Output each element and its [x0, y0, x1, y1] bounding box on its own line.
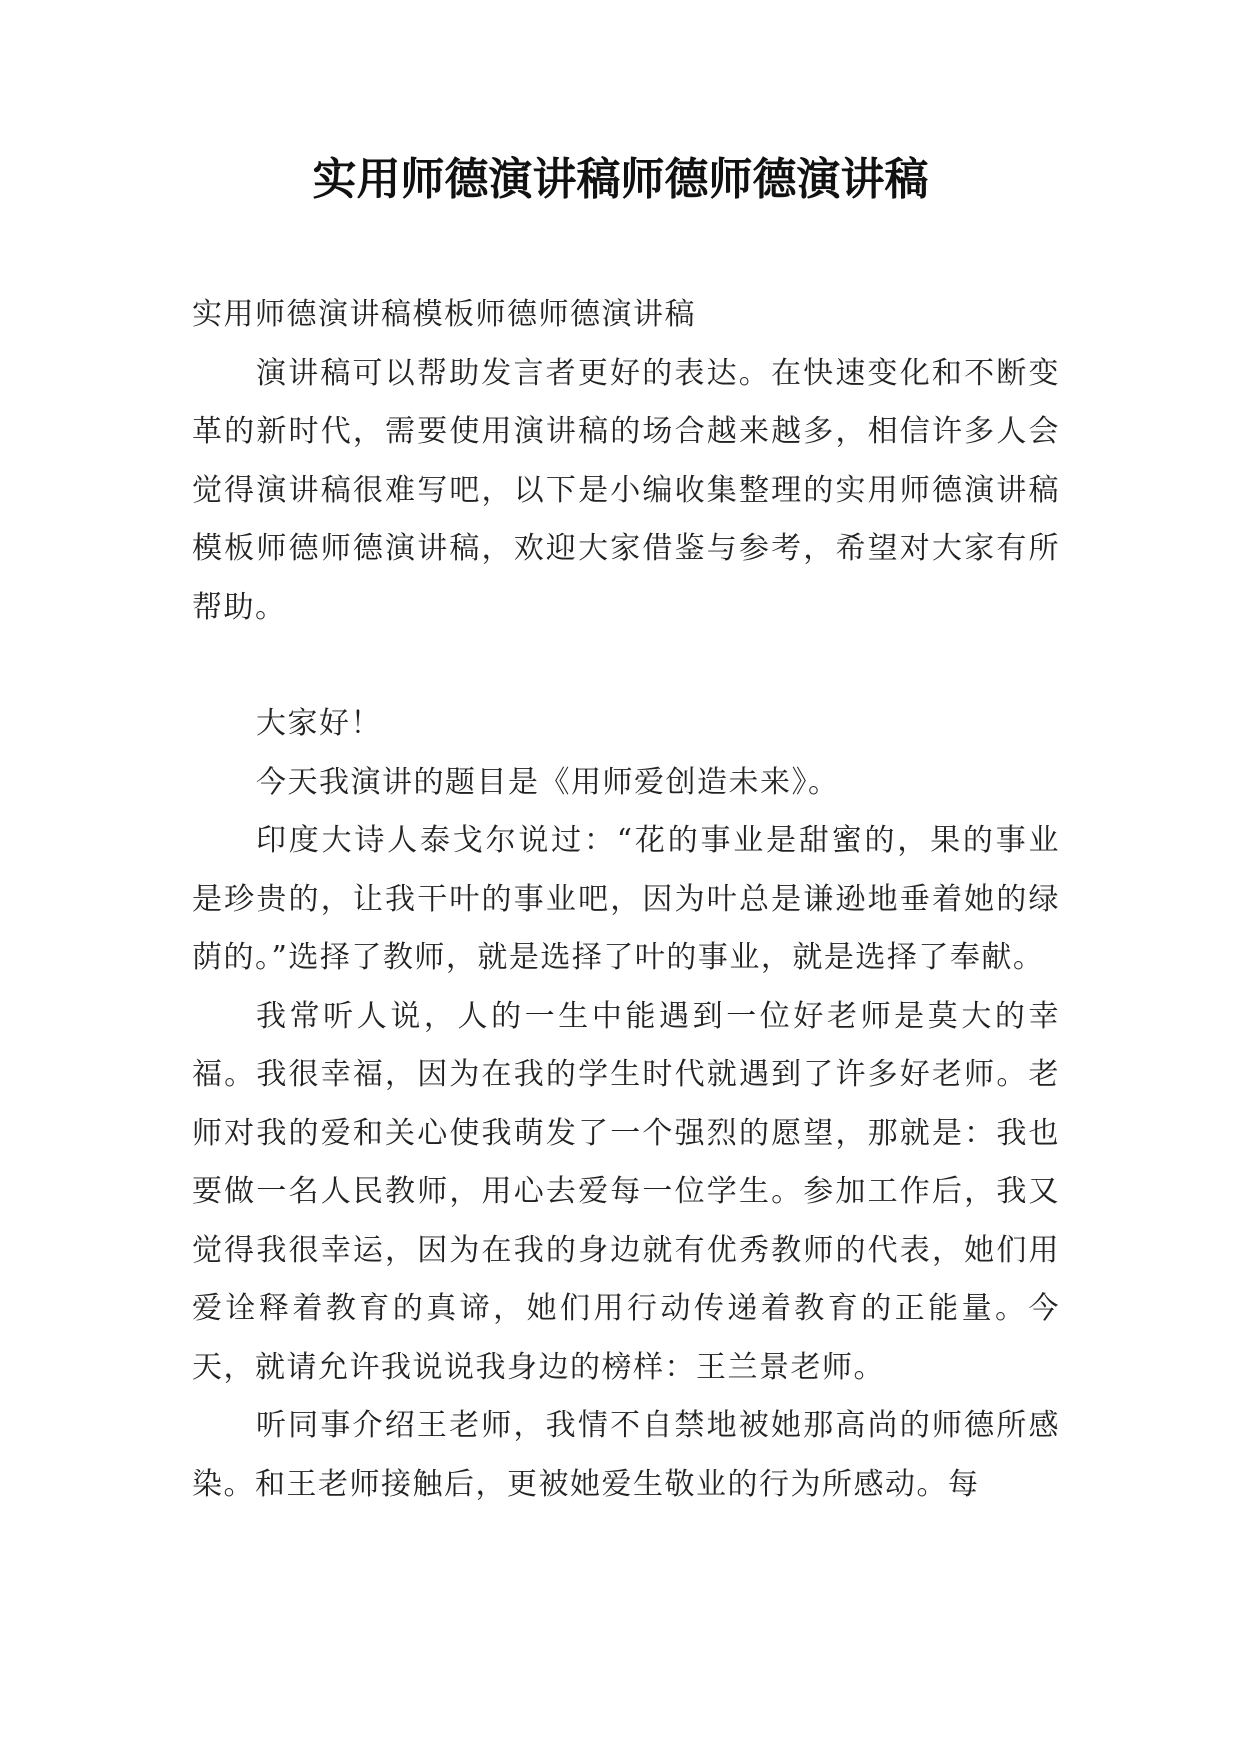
- document-body: [192, 286, 1060, 1514]
- quote-paragraph: 印度大诗人泰戈尔说过：“花的事业是甜蜜的，果的事业是珍贵的，让我干叶的事业吧，因为叶总是谦逊地垂着她的绿荫的。”选择了教师，就是选择了叶的事业，就是选择了奉献。: [192, 823, 1060, 975]
- greeting-paragraph: 大家好！: [256, 706, 382, 741]
- paragraph-spacer: [192, 637, 1060, 695]
- subtitle-line: 实用师德演讲稿模板师德师德演讲稿: [192, 297, 696, 332]
- topic-paragraph: 今天我演讲的题目是《用师爱创造未来》。: [256, 764, 840, 800]
- closing-paragraph: 听同事介绍王老师，我情不自禁地被她那高尚的师德所感染。和王老师接触后，更被她爱生敬业的行为所感动。每: [192, 1408, 1060, 1502]
- intro-paragraph: 演讲稿可以帮助发言者更好的表达。在快速变化和不断变革的新时代，需要使用演讲稿的场合越来越多，相信许多人会觉得演讲稿很难写吧，以下是小编收集整理的实用师德演讲稿模板师德师德演讲稿，欢迎大家借鉴与参考，希望对大家有所帮助。: [192, 355, 1060, 625]
- document-title: 实用师德演讲稿师德师德演讲稿: [312, 154, 929, 205]
- story-paragraph: 我常听人说，人的一生中能遇到一位好老师是莫大的幸福。我很幸福，因为在我的学生时代就遇到了许多好老师。老师对我的爱和关心使我萌发了一个强烈的愿望，那就是：我也要做一名人民教师，用心去爱每一位学生。参加工作后，我又觉得我很幸运，因为在我的身边就有优秀教师的代表，她们用爱诠释着教育的真谛，她们用行动传递着教育的正能量。今天，就请允许我说说我身边的榜样：王兰景老师。: [192, 998, 1060, 1385]
